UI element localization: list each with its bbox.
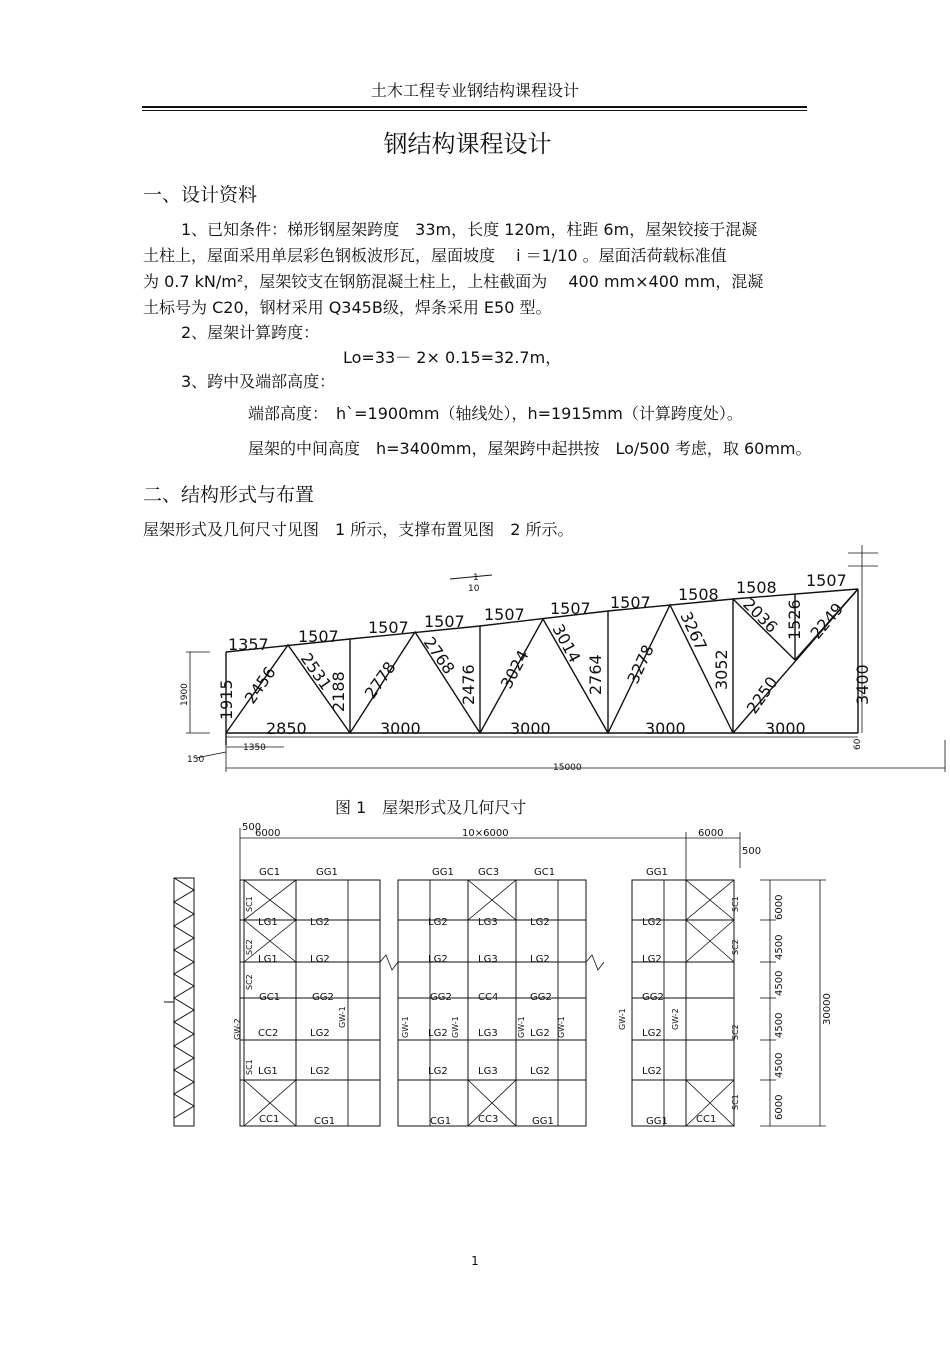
member-label: GW-2	[233, 1018, 242, 1040]
member-label: GC1	[534, 867, 556, 878]
member-label: LG2	[530, 917, 550, 928]
member-label: LG3	[478, 917, 498, 928]
member-label: GC3	[478, 867, 500, 878]
member-label: GG1	[432, 867, 454, 878]
member-label: CC1	[696, 1114, 717, 1125]
bottom-panel-label: 3000	[645, 719, 686, 738]
member-label: LG2	[642, 954, 662, 965]
figure1-caption: 图 1 屋架形式及几何尺寸	[335, 798, 527, 817]
member-label: LG2	[642, 917, 662, 928]
top-chord-label: 1507	[368, 618, 409, 637]
bottom-panel-label: 3000	[380, 719, 421, 738]
diagonal-label: 2768	[419, 633, 459, 678]
top-chord-label: 1507	[550, 599, 591, 618]
item3-line2: 屋架的中间高度 h=3400mm，屋架跨中起拱按 Lo/500 考虑，取 60mm。	[248, 439, 812, 458]
section1-heading: 一、设计资料	[143, 184, 258, 206]
member-label: LG2	[642, 1066, 662, 1077]
member-label: GW-1	[557, 1016, 566, 1038]
member-label: LG2	[530, 1028, 550, 1039]
item1-line3: 为 0.7 kN/m²，屋架铰支在钢筋混凝土柱上，上柱截面为 400 mm×400 mm，混凝	[143, 272, 764, 291]
top-chord-label: 1508	[678, 585, 719, 604]
top-chord-label: 1507	[484, 605, 525, 624]
sub-panel-dim: 1350	[243, 743, 266, 753]
member-label: LG3	[478, 1028, 498, 1039]
member-label: LG1	[258, 1066, 278, 1077]
member-label: GG1	[532, 1116, 554, 1127]
item1-line2: 土柱上，屋面采用单层彩色钢板波形瓦，屋面坡度 i ＝1/10 。屋面活荷载标准值	[143, 246, 727, 265]
member-label: GW-1	[401, 1016, 410, 1038]
member-label: LG2	[530, 1066, 550, 1077]
member-label: GG2	[642, 992, 664, 1003]
member-label: LG2	[310, 917, 330, 928]
member-label: SC1	[245, 1059, 254, 1075]
item3-label: 3、跨中及端部高度：	[181, 372, 336, 391]
item2-formula: Lo=33－ 2× 0.15=32.7m，	[343, 348, 562, 367]
member-label: GG1	[646, 867, 668, 878]
member-label: GG1	[646, 1116, 668, 1127]
member-label: LG2	[428, 954, 448, 965]
vertical-label: 2764	[586, 654, 605, 695]
member-label: CC4	[478, 992, 499, 1003]
vertical-label: 3400	[853, 664, 872, 705]
right-dim: 4500	[774, 970, 785, 996]
section2-intro: 屋架形式及几何尺寸见图 1 所示，支撑布置见图 2 所示。	[143, 520, 574, 539]
top-chord-label: 1508	[736, 578, 777, 597]
vertical-label: 2188	[329, 671, 348, 712]
right-dim: 4500	[774, 1052, 785, 1078]
right-dim: 6000	[774, 894, 785, 920]
vertical-label: 2476	[459, 664, 478, 705]
member-label: GW-1	[338, 1006, 347, 1028]
section2-heading: 二、结构形式与布置	[143, 484, 315, 506]
member-label: LG3	[478, 1066, 498, 1077]
member-label: CG1	[430, 1116, 452, 1127]
top-chord-label: 1507	[806, 571, 847, 590]
member-label: LG2	[310, 1066, 330, 1077]
diagonal-label: 3267	[676, 608, 711, 654]
right-dim: 6000	[774, 1094, 785, 1120]
member-label: LG2	[642, 1028, 662, 1039]
dim-middle: 10×6000	[462, 828, 509, 839]
member-label: GC1	[259, 992, 281, 1003]
diagonal-label: 3024	[496, 647, 533, 692]
member-label: CC1	[259, 1114, 280, 1125]
member-label: SC2	[731, 1024, 740, 1040]
slope-top: 1	[473, 573, 479, 583]
member-label: SC1	[731, 1094, 740, 1110]
member-label: CC3	[478, 1114, 499, 1125]
top-chord-label: 1507	[298, 627, 339, 646]
member-label: GG1	[316, 867, 338, 878]
right-dim: 4500	[774, 934, 785, 960]
member-label: LG2	[428, 1028, 448, 1039]
diagonal-label: 2250	[742, 673, 782, 718]
member-label: GG2	[430, 992, 452, 1003]
vertical-label: 3052	[712, 649, 731, 690]
dim-500-left: 500	[242, 822, 262, 833]
member-label: SC1	[245, 896, 254, 912]
member-label: GW-1	[451, 1016, 460, 1038]
member-label: LG2	[530, 954, 550, 965]
dim-6000-right: 6000	[698, 828, 724, 839]
item1-line1: 1、已知条件：梯形钢屋架跨度 33m，长度 120m，柱距 6m，屋架铰接于混凝	[181, 220, 758, 239]
document-title: 钢结构课程设计	[383, 130, 552, 158]
member-label: LG3	[478, 954, 498, 965]
offset-dim: 150	[187, 755, 205, 765]
member-label: GW-1	[517, 1016, 526, 1038]
running-header: 土木工程专业钢结构课程设计	[370, 81, 579, 100]
vertical-label: 1526	[785, 599, 804, 640]
diagonal-label: 2249	[806, 599, 848, 643]
diagonal-label: 3278	[623, 641, 658, 687]
member-label: SC1	[731, 896, 740, 912]
page-number: 1	[471, 1254, 479, 1268]
member-label: LG1	[258, 917, 278, 928]
member-label: GC1	[259, 867, 281, 878]
member-label: LG2	[310, 1028, 330, 1039]
member-label: LG1	[258, 954, 278, 965]
vertical-label: 1915	[217, 679, 236, 720]
member-label: CC2	[258, 1028, 279, 1039]
member-label: SC2	[245, 939, 254, 955]
member-label: SC2	[245, 974, 254, 990]
half-span-dim: 15000	[553, 763, 582, 773]
diagonal-label: 2531	[296, 649, 336, 694]
item2-label: 2、屋架计算跨度：	[181, 323, 320, 342]
member-label: GW-2	[671, 1008, 680, 1030]
diagonal-label: 2778	[360, 658, 400, 703]
bottom-panel-label: 3000	[510, 719, 551, 738]
item3-line1: 端部高度： h`=1900mm（轴线处），h=1915mm（计算跨度处）。	[248, 404, 743, 423]
diagonal-label: 3014	[548, 620, 585, 666]
member-label: GW-1	[618, 1008, 627, 1030]
bottom-panel-label: 2850	[266, 719, 307, 738]
bottom-panel-label: 3000	[765, 719, 806, 738]
total-width-dim: 30000	[822, 993, 833, 1025]
dim-6000-left: 6000	[255, 828, 281, 839]
right-dim: 4500	[774, 1012, 785, 1038]
top-chord-label: 1507	[424, 612, 465, 631]
member-label: LG2	[428, 917, 448, 928]
camber-dim: 60	[853, 738, 863, 750]
item1-line4: 土标号为 C20，钢材采用 Q345B级，焊条采用 E50 型。	[143, 298, 552, 317]
member-label: LG2	[428, 1066, 448, 1077]
diagonal-label: 2036	[739, 594, 782, 637]
member-label: GG2	[530, 992, 552, 1003]
member-label: GG2	[312, 992, 334, 1003]
left-height-dim: 1900	[180, 683, 190, 706]
dim-500-right: 500	[742, 846, 762, 857]
slope-bottom: 10	[468, 584, 480, 594]
member-label: CG1	[314, 1116, 336, 1127]
member-label: SC2	[731, 939, 740, 955]
diagonal-label: 2456	[240, 663, 280, 708]
top-chord-label: 1357	[228, 635, 269, 654]
top-chord-label: 1507	[610, 593, 651, 612]
member-label: LG2	[310, 954, 330, 965]
